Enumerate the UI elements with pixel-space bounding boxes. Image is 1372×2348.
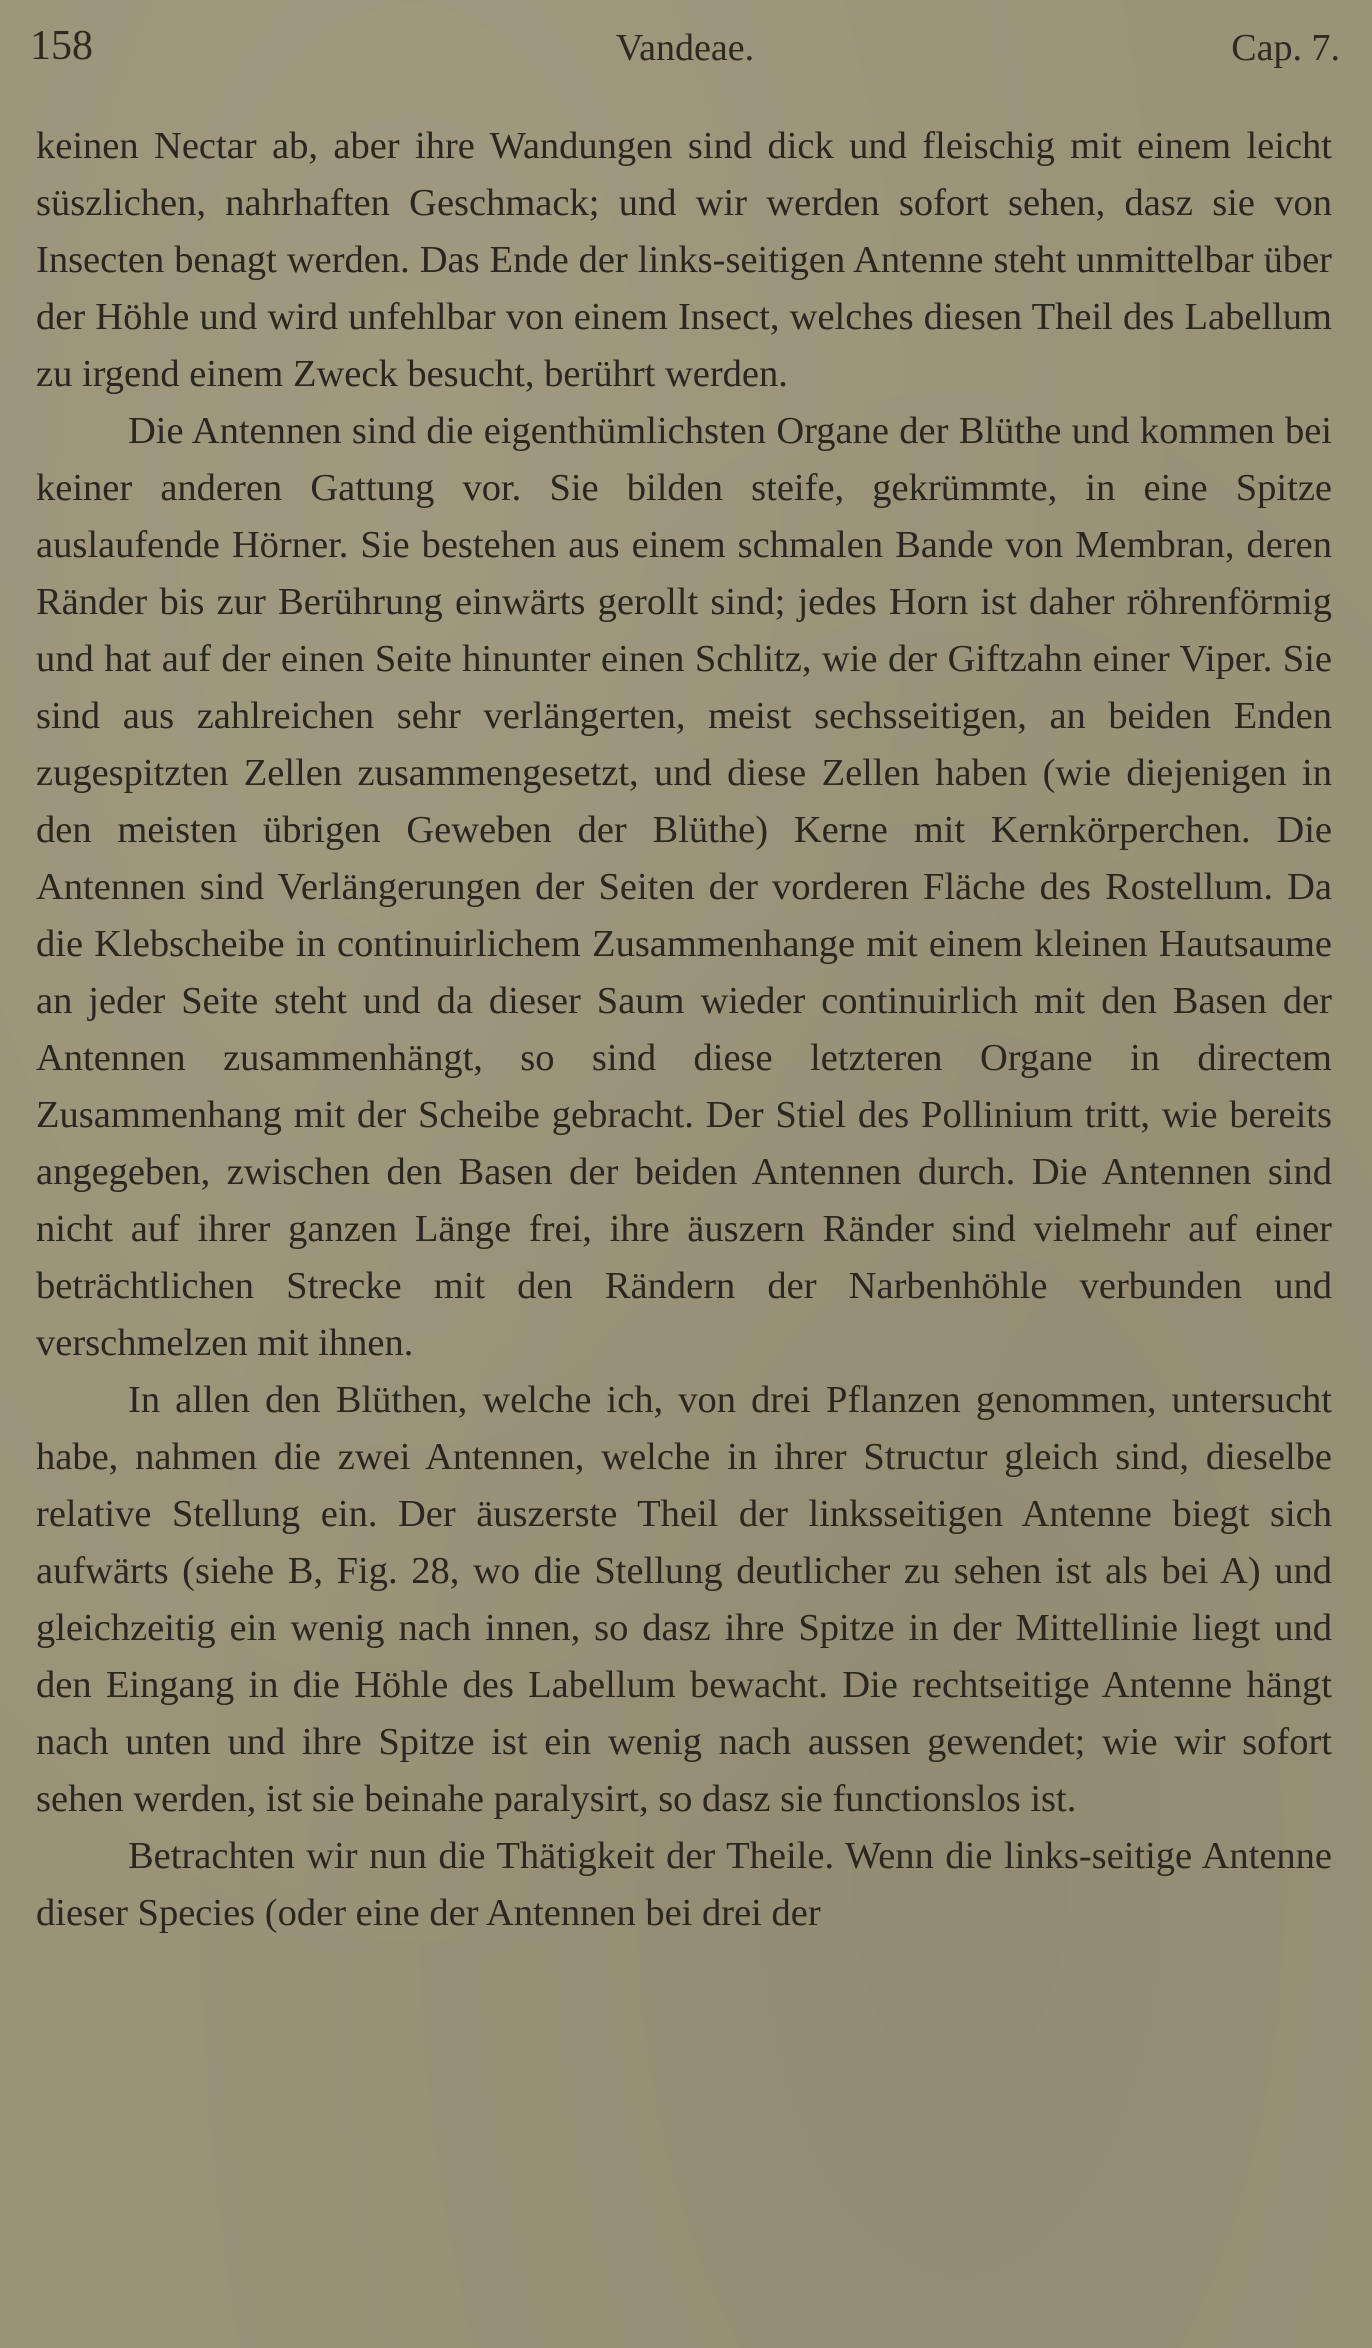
paragraph-1: keinen Nectar ab, aber ihre Wandungen sind dick und fleischig mit einem leicht süszlichen, nahrhaften Geschmack; und wir werden sofort sehen, dasz sie von Insecten benagt werden. Das Ende der links-seitigen Antenne steht unmittelbar über der Höhle und wird unfehlbar von einem Insect, welches diesen Theil des Labellum zu irgend einem Zweck besucht, berührt werden. [36,125,1332,395]
running-head [30,22,1340,82]
chapter-label: Cap. 7. [1231,27,1340,69]
paragraph-2: Die Antennen sind die eigenthümlichsten Organe der Blüthe und kommen bei keiner anderen Gattung vor. Sie bilden steife, gekrümmte, in eine Spitze auslaufende Hörner. Sie bestehen aus einem schmalen Bande von Membran, deren Ränder bis zur Berührung einwärts gerollt sind; jedes Horn ist daher röhrenförmig und hat auf der einen Seite hinunter einen Schlitz, wie der Giftzahn einer Viper. Sie sind aus zahlreichen sehr verlängerten, meist sechsseitigen, an beiden Enden zugespitzten Zellen zusammengesetzt, und diese Zellen haben (wie diejenigen in den meisten übrigen Geweben der Blüthe) Kerne mit Kernkörperchen. Die Antennen sind Verlängerungen der Seiten der vorderen Fläche des Rostellum. Da die Klebscheibe in continuirlichem Zusammenhange mit einem kleinen Hautsaume an jeder Seite steht und da dieser Saum wieder continuirlich mit den Basen der Antennen zusammenhängt, so sind diese letzteren Organe in directem Zusammenhang mit der Scheibe gebracht. Der Stiel des Pollinium tritt, wie bereits angegeben, zwischen den Basen der beiden Antennen durch. Die Antennen sind nicht auf ihrer ganzen Länge frei, ihre äuszern Ränder sind vielmehr auf einer beträchtlichen Strecke mit den Rändern der Narbenhöhle verbunden und verschmelzen mit ihnen. [36,410,1332,1364]
paragraph-3: In allen den Blüthen, welche ich, von drei Pflanzen genommen, untersucht habe, nahmen die zwei Antennen, welche in ihrer Structur gleich sind, dieselbe relative Stellung ein. Der äuszerste Theil der linksseitigen Antenne biegt sich aufwärts (siehe B, Fig. 28, wo die Stellung deutlicher zu sehen ist als bei A) und gleichzeitig ein wenig nach innen, so dasz ihre Spitze in der Mittellinie liegt und den Eingang in die Höhle des Labellum bewacht. Die rechtseitige Antenne hängt nach unten und ihre Spitze ist ein wenig nach aussen gewendet; wie wir sofort sehen werden, ist sie beinahe paralysirt, so dasz sie functionslos ist. [36,1379,1332,1820]
paragraph-4: Betrachten wir nun die Thätigkeit der Theile. Wenn die links-seitige Antenne dieser Species (oder eine der Antennen bei drei der [36,1835,1332,1934]
running-title: Vandeae. [615,27,755,69]
page-number: 158 [30,23,93,69]
body-text [36,118,1332,1942]
